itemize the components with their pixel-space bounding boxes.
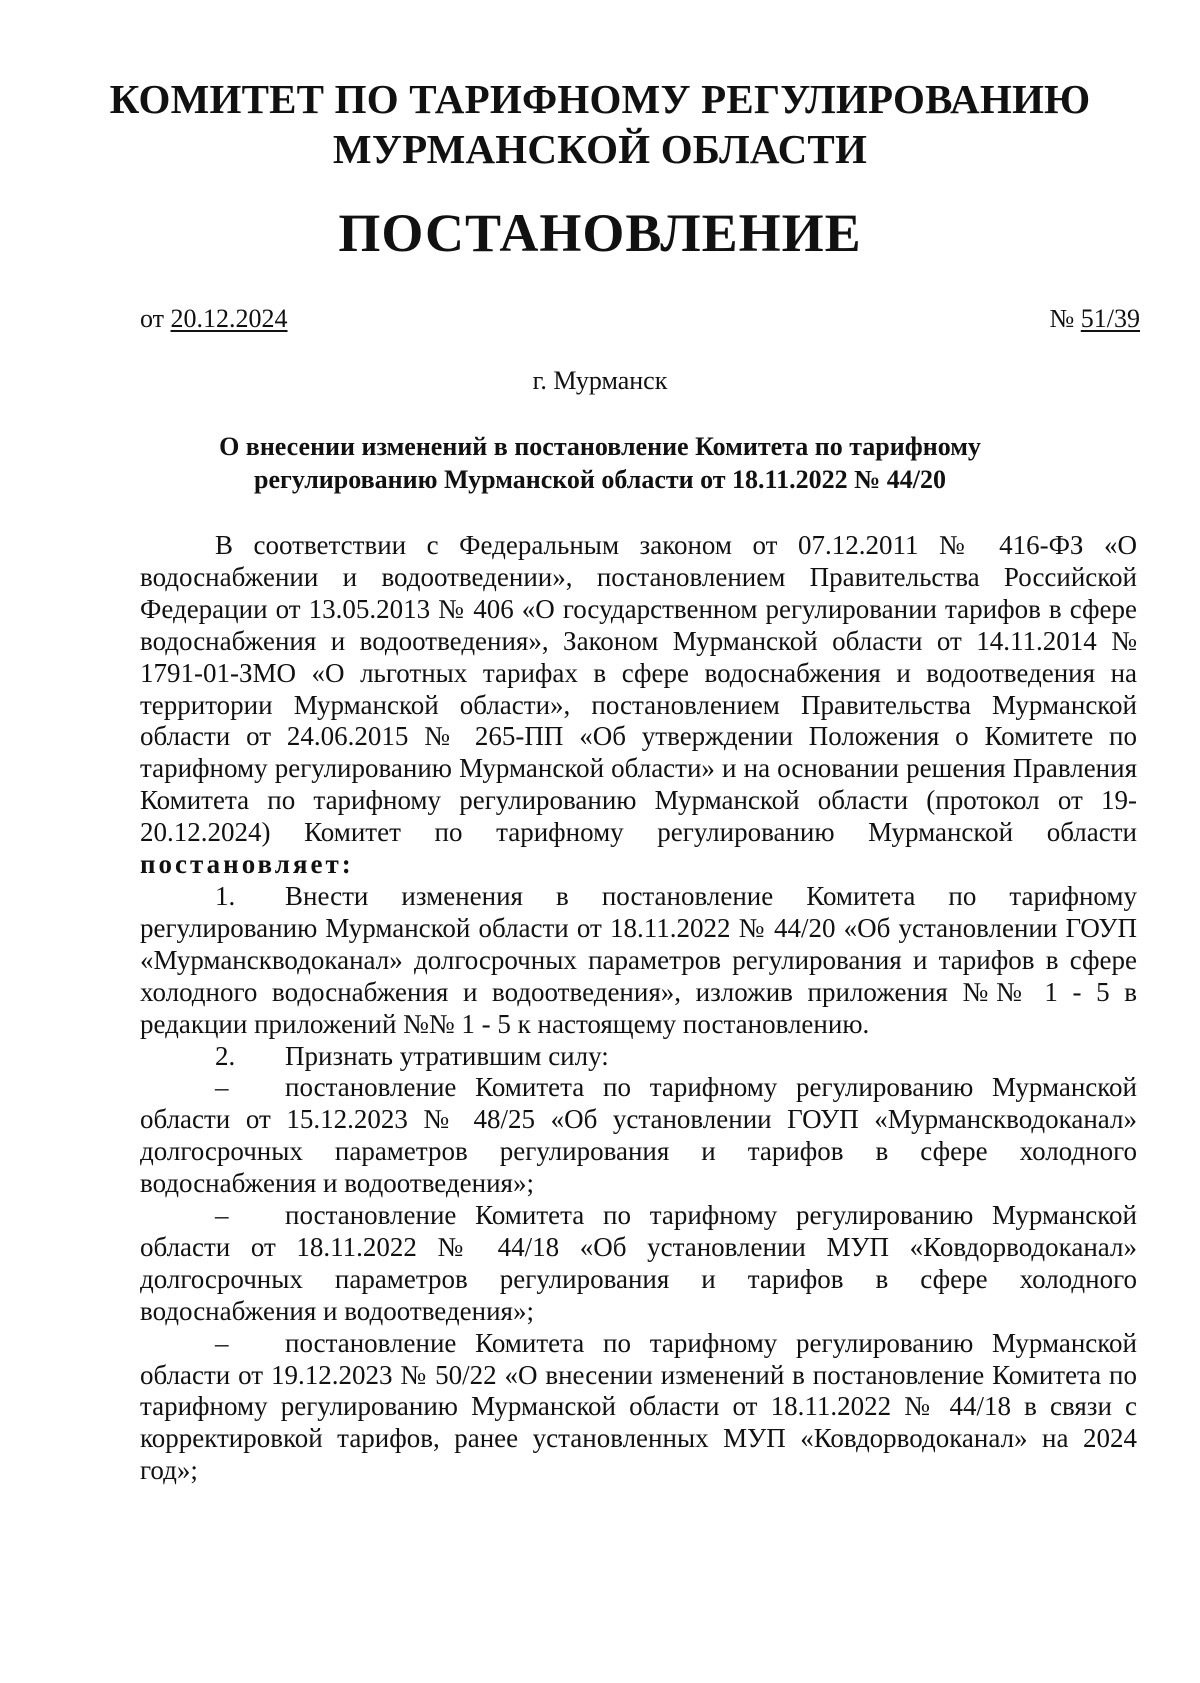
clause-1 [140,881,1137,1041]
preamble-paragraph: В соответствии с Федеральным законом от 07.12.2011 № 416-ФЗ «О водоснабжении и водоотведении», постановлением Правительства Российской Федерации от 13.05.2013 № 406 «О государственном регулировании тарифов в сфере водоснабжения и водоотведения», Законом Мурманской области от 14.11.2014 № 1791-01-ЗМО «О льготных тарифах в сфере водоснабжения и водоотведения на территории Мурманской области», постановлением Правительства Мурманской области от 24.06.2015 № 265-ПП «Об утверждении Положения о Комитете по тарифному регулированию Мурманской области» и на основании решения Правления Комитета по тарифному регулированию Мурманской области (протокол от 19-20.12.2024) Комитет по тарифному регулированию Мурманской области [140,530,1137,848]
document-number [1049,303,1140,335]
organization-title-line1: КОМИТЕТ ПО ТАРИФНОМУ РЕГУЛИРОВАНИЮ [109,76,1091,122]
document-type-heading: ПОСТАНОВЛЕНИЕ [338,203,862,263]
dash-marker: – [215,1072,229,1103]
repealed-item-1 [140,1072,1137,1200]
number-value: 51/39 [1080,304,1140,333]
clause-number: 2. [215,1040,236,1071]
repealed-item-text: постановление Комитета по тарифному регулированию Мурманской области от 15.12.2023 № 48/25 «Об установлении ГОУП «Мурманскводоканал» долгосрочных параметров регулирования и тарифов в сфере холодного водоснабжения и водоотведения»; [140,1072,1137,1199]
subject-line2: регулированию Мурманской области от 18.11.2022 № 44/20 [254,465,946,494]
date-prefix: от [140,304,171,333]
document-body [140,530,1137,1487]
repealed-item-text: постановление Комитета по тарифному регулированию Мурманской области от 19.12.2023 № 50/22 «О внесении изменений в постановление Комитета по тарифному регулированию Мурманской области от 18.11.2022 № 44/18 в связи с корректировкой тарифов, ранее установленных МУП «Ковдорводоканал» на 2024 год»; [140,1327,1137,1486]
resolves-line [140,849,1137,881]
clause-2 [140,1041,1137,1073]
document-date [140,303,288,335]
clause-number: 1. [215,880,236,911]
resolves-word: постановляет: [140,849,354,880]
document-city: г. Мурманск [532,366,668,395]
organization-title-line2: МУРМАНСКОЙ ОБЛАСТИ [332,126,868,172]
dash-marker: – [215,1200,229,1231]
clause-text: Признать утратившим силу: [285,1040,609,1071]
repealed-item-2 [140,1200,1137,1328]
number-prefix: № [1049,304,1081,333]
date-value: 20.12.2024 [170,304,288,333]
repealed-item-text: постановление Комитета по тарифному регулированию Мурманской области от 18.11.2022 № 44/18 «Об установлении МУП «Ковдорводоканал» долгосрочных параметров регулирования и тарифов в сфере холодного водоснабжения и водоотведения»; [140,1200,1137,1326]
subject-line1: О внесении изменений в постановление Комитета по тарифному [219,432,981,461]
repealed-item-3 [140,1328,1137,1488]
dash-marker: – [215,1327,229,1358]
document-subject [150,430,1050,496]
organization-title [100,74,1100,174]
clause-text: Внести изменения в постановление Комитета по тарифному регулированию Мурманской области от 18.11.2022 № 44/20 «Об установлении ГОУП «Мурманскводоканал» долгосрочных параметров регулирования и тарифов в сфере холодного водоснабжения и водоотведения», изложив приложения №№ 1 - 5 в редакции приложений №№ 1 - 5 к настоящему постановлению. [140,880,1137,1039]
